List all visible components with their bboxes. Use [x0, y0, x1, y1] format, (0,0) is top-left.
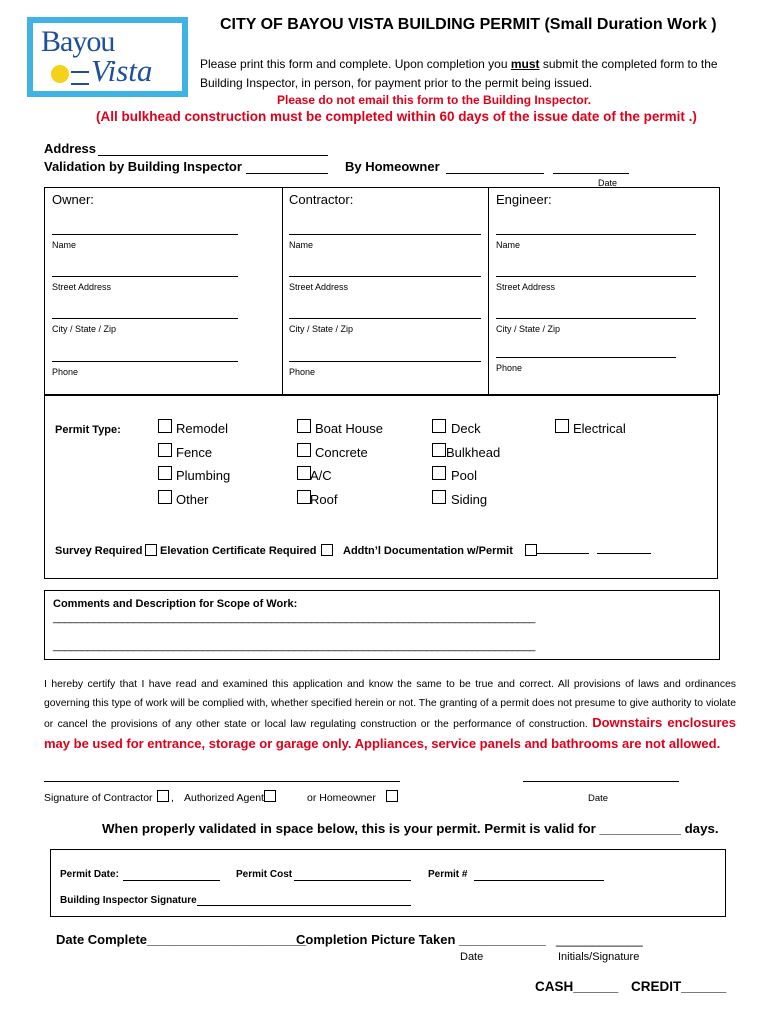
boat-house-checkbox[interactable] — [297, 419, 311, 433]
logo-text-bayou: Bayou — [41, 25, 115, 58]
engineer-city-caption: City / State / Zip — [496, 324, 561, 334]
other-label: Other — [176, 492, 209, 507]
logo-text-vista: Vista — [91, 53, 153, 88]
owner-phone-caption: Phone — [52, 367, 79, 377]
signature-date-caption: Date — [588, 793, 609, 804]
ac-checkbox[interactable] — [297, 466, 311, 480]
remodel-label: Remodel — [176, 421, 229, 436]
sun-icon — [51, 65, 69, 83]
engineer-name-field[interactable] — [496, 234, 696, 235]
validation-field[interactable] — [246, 173, 328, 174]
bayou-vista-logo — [27, 17, 188, 97]
addtnl-doc-field-1[interactable] — [537, 553, 589, 554]
bulkhead-checkbox[interactable] — [432, 443, 446, 457]
roof-label: Roof — [310, 492, 338, 507]
owner-phone-field[interactable] — [52, 361, 238, 362]
address-field[interactable] — [98, 155, 328, 156]
downstairs-warning: Downstairs enclosures may be used for entrance, storage or garage only. Appliances, service panels and bathrooms are not allowed. — [44, 715, 736, 751]
remodel-checkbox[interactable] — [158, 419, 172, 433]
owner-name-caption: Name — [52, 240, 77, 250]
authorized-agent-checkbox[interactable] — [264, 790, 276, 802]
waves-icon — [71, 71, 89, 85]
engineer-city-field[interactable] — [496, 318, 696, 319]
comments-label: Comments and Description for Scope of Work: — [53, 598, 298, 610]
engineer-street-field[interactable] — [496, 276, 696, 277]
electrical-label: Electrical — [573, 421, 626, 436]
homeowner-field[interactable] — [446, 173, 544, 174]
survey-checkbox[interactable] — [145, 544, 157, 556]
homeowner-date-field[interactable] — [553, 173, 629, 174]
fence-checkbox[interactable] — [158, 443, 172, 457]
plumbing-checkbox[interactable] — [158, 466, 172, 480]
pool-label: Pool — [451, 468, 478, 483]
contractor-name-caption: Name — [289, 240, 314, 250]
parties-divider-2 — [488, 187, 489, 394]
initials-field[interactable]: ____________ — [556, 932, 643, 947]
roof-checkbox[interactable] — [297, 490, 311, 504]
credit-field[interactable]: CREDIT______ — [631, 979, 727, 994]
validated-notice: When properly validated in space below, this is your permit. Permit is valid for ___________ days. — [102, 821, 719, 836]
boat-house-label: Boat House — [315, 421, 383, 436]
contractor-city-field[interactable] — [289, 318, 481, 319]
owner-city-field[interactable] — [52, 318, 238, 319]
ac-label: A/C — [310, 468, 332, 483]
picture-taken-label[interactable]: Completion Picture Taken ____________ — [296, 932, 546, 947]
comma: , — [171, 792, 174, 804]
address-label: Address — [44, 141, 97, 156]
engineer-phone-field[interactable] — [496, 357, 676, 358]
cash-field[interactable]: CASH______ — [535, 979, 619, 994]
engineer-heading: Engineer: — [496, 192, 552, 207]
fence-label: Fence — [176, 445, 213, 460]
parties-divider-1 — [282, 187, 283, 394]
contractor-street-field[interactable] — [289, 276, 481, 277]
homeowner-checkbox[interactable] — [386, 790, 398, 802]
addtnl-doc-checkbox[interactable] — [525, 544, 537, 556]
owner-heading: Owner: — [52, 192, 94, 207]
official-use-section — [50, 849, 726, 917]
inspector-signature-label: Building Inspector Signature — [60, 895, 197, 906]
engineer-street-caption: Street Address — [496, 282, 556, 292]
concrete-checkbox[interactable] — [297, 443, 311, 457]
permit-date-label: Permit Date: — [60, 869, 119, 880]
page-title: CITY OF BAYOU VISTA BUILDING PERMIT (Small Duration Work ) — [220, 16, 717, 33]
electrical-checkbox[interactable] — [555, 419, 569, 433]
date-complete-label[interactable]: Date Complete______________________ — [56, 932, 307, 947]
bulkhead-notice: (All bulkhead construction must be completed within 60 days of the issue date of the permit .) — [96, 109, 697, 124]
contractor-city-caption: City / State / Zip — [289, 324, 354, 334]
owner-street-caption: Street Address — [52, 282, 112, 292]
survey-label: Survey Required — [55, 545, 143, 557]
owner-city-caption: City / State / Zip — [52, 324, 117, 334]
permit-number-field[interactable] — [474, 880, 604, 881]
no-email-notice: Please do not email this form to the Building Inspector. — [277, 93, 592, 107]
inspector-signature-field[interactable] — [197, 905, 411, 906]
date-caption: Date — [598, 178, 618, 188]
permit-number-label: Permit # — [428, 869, 468, 880]
concrete-label: Concrete — [315, 445, 368, 460]
contractor-phone-caption: Phone — [289, 367, 316, 377]
owner-street-field[interactable] — [52, 276, 238, 277]
permit-cost-label: Permit Cost — [236, 869, 293, 880]
completion-date-caption: Date — [460, 951, 484, 963]
pool-checkbox[interactable] — [432, 466, 446, 480]
engineer-phone-caption: Phone — [496, 363, 523, 373]
contractor-signature-field[interactable] — [44, 781, 400, 782]
engineer-name-caption: Name — [496, 240, 521, 250]
comments-line-1[interactable]: ____________________________________________________________________________________ — [53, 612, 535, 624]
addtnl-doc-label: Addtn’l Documentation w/Permit — [343, 545, 513, 557]
siding-label: Siding — [451, 492, 488, 507]
elevation-checkbox[interactable] — [321, 544, 333, 556]
intro-text: Please print this form and complete. Upon completion you must submit the completed form to the Building Inspector, in person, for payment prior to the permit being issued. — [200, 57, 718, 90]
addtnl-doc-field-2[interactable] — [597, 553, 651, 554]
signature-date-field[interactable] — [523, 781, 679, 782]
contractor-street-caption: Street Address — [289, 282, 349, 292]
other-checkbox[interactable] — [158, 490, 172, 504]
contractor-checkbox[interactable] — [157, 790, 169, 802]
plumbing-label: Plumbing — [176, 468, 231, 483]
contractor-phone-field[interactable] — [289, 361, 481, 362]
validation-label: Validation by Building Inspector — [44, 159, 242, 174]
siding-checkbox[interactable] — [432, 490, 446, 504]
by-homeowner-label: By Homeowner — [345, 159, 440, 174]
permit-type-label: Permit Type: — [55, 424, 121, 436]
bulkhead-label: Bulkhead — [446, 445, 501, 460]
initials-caption: Initials/Signature — [558, 951, 640, 963]
contractor-heading: Contractor: — [289, 192, 354, 207]
contractor-name-field[interactable] — [289, 234, 481, 235]
parties-section — [44, 187, 720, 395]
signature-contractor-label: Signature of Contractor — [44, 792, 153, 804]
owner-name-field[interactable] — [52, 234, 238, 235]
deck-checkbox[interactable] — [432, 419, 446, 433]
must-emphasis: must — [510, 57, 540, 71]
permit-date-field[interactable] — [123, 880, 220, 881]
elevation-label: Elevation Certificate Required — [160, 545, 317, 557]
certification-text: I hereby certify that I have read and examined this application and know the same to be true and correct. All provisions of laws and ordinances governing this type of work will be complied with, whether specified herein or not. The granting of a permit does not presume to give authority to violate or cancel the provisions of any other state or local law regulating construction or the performance of construction. Downstairs enclosures may be used for entrance, storage or garage only. Appliances, service panels and bathrooms are not allowed. — [44, 679, 736, 751]
authorized-agent-label: Authorized Agent — [184, 792, 264, 804]
homeowner-label: or Homeowner — [307, 792, 376, 804]
deck-label: Deck — [451, 421, 481, 436]
comments-line-2[interactable]: ____________________________________________________________________________________ — [53, 640, 535, 652]
permit-cost-field[interactable] — [294, 880, 411, 881]
